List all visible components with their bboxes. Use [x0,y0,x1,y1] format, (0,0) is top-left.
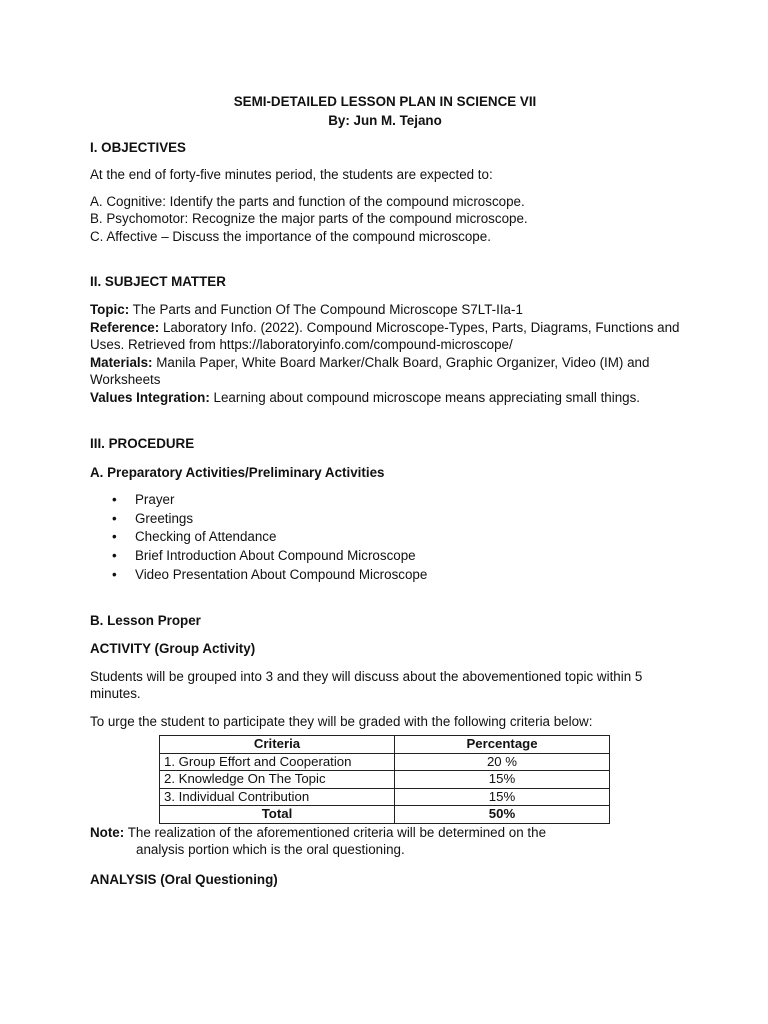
objective-item: A. Cognitive: Identify the parts and function of the compound microscope. [90,193,525,209]
objective-item: C. Affective – Discuss the importance of the compound microscope. [90,228,491,244]
note-label: Note: [90,824,125,840]
table-total-row [160,806,610,824]
analysis-heading: ANALYSIS (Oral Questioning) [90,871,278,887]
activity-text: Students will be grouped into 3 and they will discuss about the abovementioned topic within 5 minutes. [90,668,643,702]
criteria-cell: 1. Group Effort and Cooperation [160,753,395,771]
topic-label: Topic: [90,302,130,317]
document-author: By: Jun M. Tejano [328,113,442,128]
materials-label: Materials: [90,354,153,370]
materials-line [90,354,680,389]
reference-text: Laboratory Info. (2022). Compound Microscope-Types, Parts, Diagrams, Functions and Uses. Retrieved from https://laboratoryinfo.com/compound-microscope/ [90,319,680,352]
list-item: • Brief Introduction About Compound Microscope [90,547,680,566]
table-row [160,753,610,771]
procedure-heading: III. PROCEDURE [90,436,195,451]
subject-matter-heading: II. SUBJECT MATTER [90,274,226,289]
activity-heading: ACTIVITY (Group Activity) [90,640,256,656]
criteria-table [159,735,610,824]
percentage-cell: 15% [395,788,610,806]
note-text: The realization of the aforementioned criteria will be determined on the [124,824,547,840]
list-item: • Checking of Attendance [90,528,680,547]
list-item: • Video Presentation About Compound Microscope [90,566,680,585]
percentage-header: Percentage [395,736,610,754]
criteria-cell: 3. Individual Contribution [160,788,395,806]
topic-text: The Parts and Function Of The Compound Microscope S7LT-IIa-1 [129,302,523,317]
objectives-intro: At the end of forty-five minutes period, the students are expected to: [90,167,493,182]
values-text: Learning about compound microscope means appreciating small things. [209,389,641,405]
lesson-proper-heading: B. Lesson Proper [90,612,201,628]
topic-line [90,301,680,319]
criteria-cell: 2. Knowledge On The Topic [160,771,395,789]
preparatory-heading: A. Preparatory Activities/Preliminary Activities [90,465,385,480]
note-continuation: analysis portion which is the oral questioning. [136,842,405,858]
objective-item: B. Psychomotor: Recognize the major parts of the compound microscope. [90,211,528,226]
percentage-cell: 20 % [395,753,610,771]
values-label: Values Integration: [90,389,210,405]
objectives-heading: I. OBJECTIVES [90,140,186,155]
reference-line [90,319,680,354]
table-row [160,771,610,789]
urge-text: To urge the student to participate they will be graded with the following criteria below: [90,713,593,729]
criteria-header: Criteria [160,736,395,754]
total-label: Total [160,806,395,824]
table-header-row [160,736,610,754]
list-item: • Prayer [90,491,680,510]
note-line [90,824,680,842]
document-title: SEMI-DETAILED LESSON PLAN IN SCIENCE VII [233,94,537,109]
materials-text: Manila Paper, White Board Marker/Chalk Board, Graphic Organizer, Video (IM) and Worksheets [90,354,650,387]
lesson-plan-page [90,92,680,888]
percentage-cell: 15% [395,771,610,789]
values-line [90,389,680,407]
table-row [160,788,610,806]
preparatory-list [90,491,680,585]
reference-label: Reference: [90,319,160,335]
list-item: • Greetings [90,510,680,529]
total-value: 50% [395,806,610,824]
